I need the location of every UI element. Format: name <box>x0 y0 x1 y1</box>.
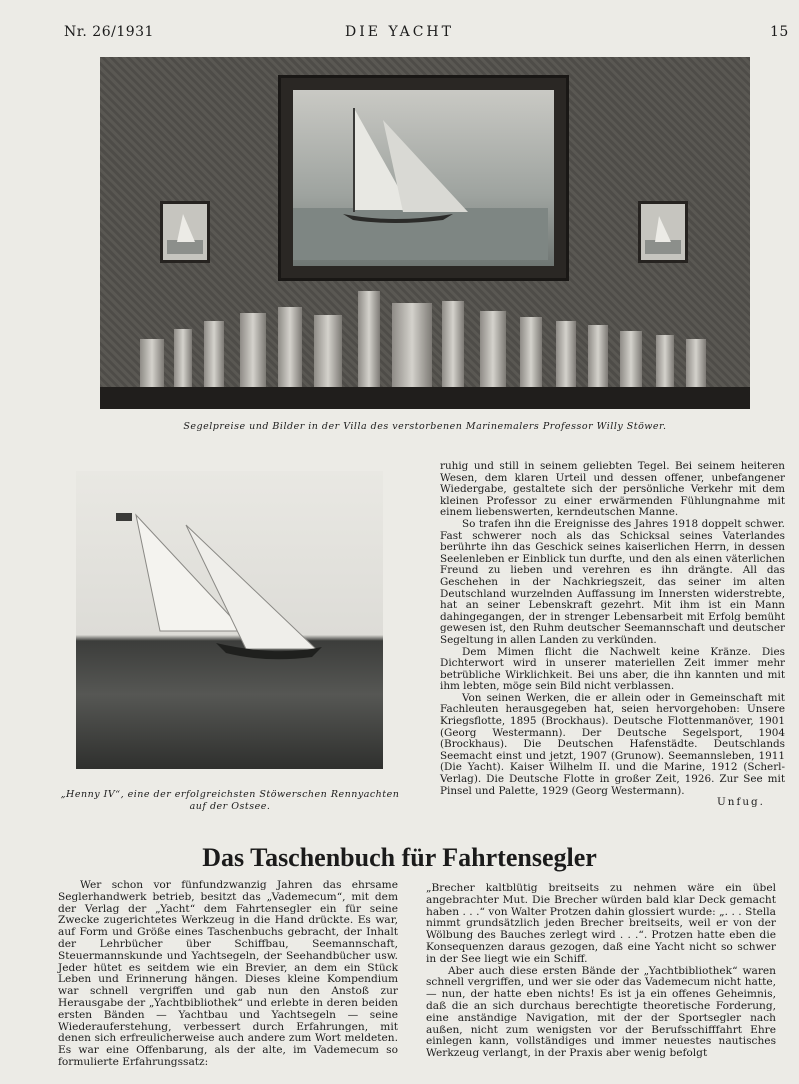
small-sailboat-icon <box>641 204 685 260</box>
trophy-cup <box>358 291 380 387</box>
sailboat-painting-icon <box>293 90 548 260</box>
obituary-column <box>440 461 785 809</box>
yacht-henny-photo <box>76 471 383 769</box>
trophy-cup <box>686 339 706 387</box>
framed-painting-left <box>160 201 210 263</box>
obituary-paragraph: Dem Mimen flicht die Nachwelt keine Kränze. Dies Dichterwort wird in unserer materiellen Zeit immer mehr betrübliche Wirklichkeit. Bei uns aber, die ihn kannten und mit ihm lebten, möge sein Bild nicht verblassen. <box>440 645 785 693</box>
trophy-cup <box>588 325 608 387</box>
small-sailboat-icon <box>163 204 207 260</box>
obituary-paragraph: Von seinen Werken, die er allein oder in Gemeinschaft mit Fachleuten herausgegeben hat, seien hervorgehoben: Unsere Kriegsflotte, 1895 (Brockhaus). Deutsche Flottenmanöver, 1901 (Georg Westermann). Der Deutsche Segelsport, 1904 (Brockhaus). Die Deutschen Hafenstädte. Deutschlands Seemacht einst und jetzt, 1907 (Grunow). Seemannsleben, 1911 (Die Yacht). Kaiser Wilhelm II. und die Marine, 1912 (Scherl-Verlag). Die Deutsche Flotte in großer Zeit, 1926. Zur See mit Pinsel und Palette, 1929 (Georg Westermann). <box>440 691 785 797</box>
obituary-paragraph: ruhig und still in seinem geliebten Tegel. Bei seinem heiteren Wesen, dem klaren Urteil und dessen offener, unbefangener Wiedergabe, gestaltete sich der persönliche Verkehr mit dem kleinen Professor zu einer erwärmenden Fühlungnahme mit einem liebenswerten, kerndeutschen Manne. <box>440 460 785 519</box>
trophy-cup <box>520 317 542 387</box>
trophy-cup <box>442 301 464 387</box>
trophy-cup <box>620 331 642 387</box>
left-photo-caption: „Henny IV“, eine der erfolgreichsten Stöwerschen Rennyachten auf der Ostsee. <box>60 789 400 812</box>
magazine-title: DIE YACHT <box>345 24 454 40</box>
page-number: 15 <box>770 24 789 40</box>
trophy-cup <box>656 335 674 387</box>
article-title: Das Taschenbuch für Fahrtensegler <box>202 843 597 872</box>
trophy-room-photo <box>100 57 750 409</box>
article-paragraph: „Brecher kaltblütig breitseits zu nehmen wäre ein übel angebrachter Mut. Die Brecher würden bald klar Deck gemacht haben . . .“ von Walter Protzen dahin glossiert wurde: „. . . Stella nimmt grundsätzlich jeden Brecher breitseits, weil er von der Wölbung des Bauches zerlegt wird . . .“. Protzen hatte eben die Konsequenzen daraus gezogen, daß eine Yacht nicht so schwer in der See liegt wie ein Schiff. <box>426 882 776 965</box>
author-signature: Unfug. <box>717 796 765 809</box>
trophy-cup <box>480 311 506 387</box>
trophy-cup <box>556 321 576 387</box>
article-paragraph: Wer schon vor fünfundzwanzig Jahren das ehrsame Seglerhandwerk betrieb, besitzt das „Vademecum“, mit dem der Verlag der „Yacht“ dem Fahrtensegler ein für seine Zwecke zugerichtetes Werkzeug in die Hand drückte. Es war, auf Form und Größe eines Taschenbuchs gebracht, der Inhalt der Lehrbücher über Schiffbau, Seemannschaft, Steuermannskunde und Yachtsegeln, der Seehandbücher usw. Jeder hütet es seitdem wie ein Brevier, an dem ein Stück Leben und Erinnerung hängen. Dieses kleine Kompendium war schnell vergriffen und gab nun den Anstoß zur Herausgabe der „Yachtbibliothek“ und erlebte in deren beiden ersten Bänden — Yachtbau und Yachtsegeln — seine Wiederauferstehung, verbessert durch Erfahrungen, mit denen sich erfreulicherweise auch andere zum Wort meldeten. Es war eine Offenbarung, als der alte, im Vademecum so formulierte Erfahrungssatz: <box>58 879 398 1068</box>
trophy-cup <box>278 307 302 387</box>
obituary-paragraph: So trafen ihn die Ereignisse des Jahres 1918 doppelt schwer. Fast schwerer noch als das Schicksal seines Vaterlandes berührte ihn das Geschick seines kaiserlichen Herrn, in dessen Seelenleben er Einblick tun durfte, und den als einen väterlichen Freund zu lieben und verehren es ihn drängte. All das Geschehen in der Nachkriegszeit, das seiner im alten Deutschland wurzelnden Auffassung im Innersten widerstrebte, hat an seiner Lebenskraft gezehrt. Mit ihm ist ein Mann dahingegangen, der in strenger Lebensarbeit mit Erfolg bemüht gewesen ist, den Ruhm deutscher Seemannschaft und deutscher Segeltung in allen Landen zu verkünden. <box>440 517 785 646</box>
trophy-cup <box>392 303 432 387</box>
trophy-cup <box>240 313 266 387</box>
top-photo-caption: Segelpreise und Bilder in der Villa des verstorbenen Marinemalers Professor Willy Stöwer. <box>183 421 667 432</box>
trophy-cup <box>314 315 342 387</box>
trophy-cup <box>140 339 164 387</box>
article-column-left <box>58 880 398 1069</box>
racing-yacht-icon <box>76 471 383 769</box>
article-paragraph: Aber auch diese ersten Bände der „Yachtbibliothek“ waren schnell vergriffen, und wer sie oder das Vademecum nicht hatte, — nun, der hatte eben nichts! Es ist ja ein offenes Geheimnis, daß die an sich durchaus berechtigte theoretische Forderung, eine anständige Navigation, mit der der Sportsegler nach außen, nicht zum wenigsten vor der Berufsschifffahrt Ehre einlegen kann, vollständiges und immer neuestes nautisches Werkzeug verlangt, in der Praxis aber wenig befolgt <box>426 964 776 1060</box>
painting-canvas <box>293 90 554 266</box>
framed-painting-main <box>278 75 569 281</box>
framed-painting-right <box>638 201 688 263</box>
mantel-shelf <box>100 387 750 409</box>
issue-number: Nr. 26/1931 <box>64 24 154 40</box>
article-column-right <box>426 883 776 1060</box>
trophy-cup <box>204 321 224 387</box>
trophy-cup <box>174 329 192 387</box>
